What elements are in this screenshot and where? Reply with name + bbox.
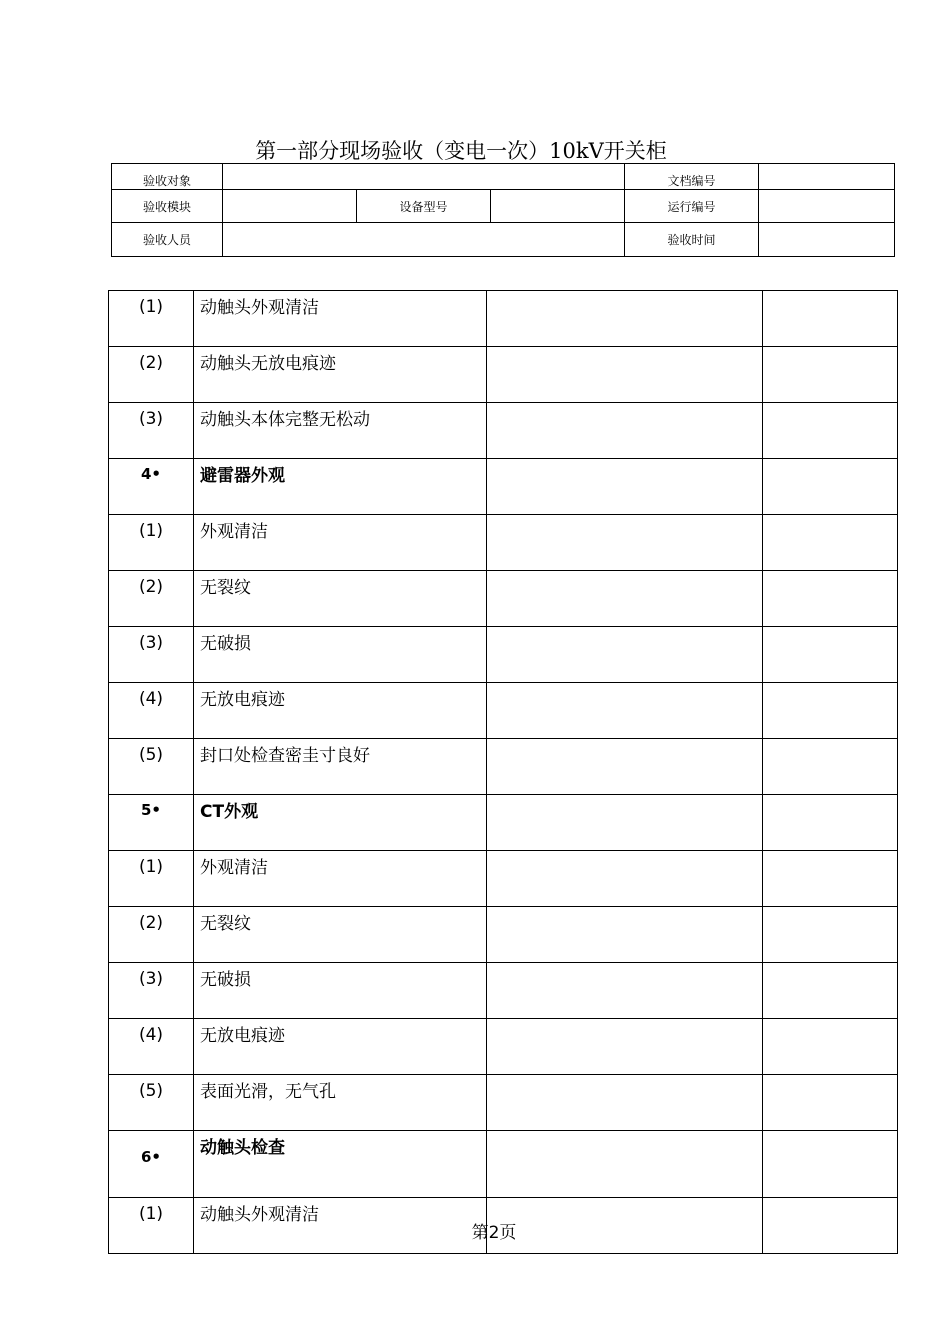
- page-number: 第2页: [471, 1223, 517, 1243]
- check-item: 动触头无放电痕迹: [194, 347, 487, 403]
- row-number: (3): [109, 627, 194, 683]
- row-number: (2): [109, 907, 194, 963]
- row-number: (5): [109, 739, 194, 795]
- result-cell[interactable]: [487, 459, 763, 515]
- check-item: 无裂纹: [194, 571, 487, 627]
- remark-cell[interactable]: [763, 963, 898, 1019]
- table-row: [109, 851, 898, 907]
- run-number-label: 运行编号: [625, 190, 759, 223]
- result-cell[interactable]: [487, 347, 763, 403]
- table-row: [109, 347, 898, 403]
- check-item: 无裂纹: [194, 907, 487, 963]
- check-item: 封口处检查密圭寸良好: [194, 739, 487, 795]
- table-row: [109, 627, 898, 683]
- row-number: (1): [109, 1198, 194, 1254]
- remark-cell[interactable]: [763, 683, 898, 739]
- result-cell[interactable]: [487, 627, 763, 683]
- remark-cell[interactable]: [763, 627, 898, 683]
- result-cell[interactable]: [487, 571, 763, 627]
- row-number: (2): [109, 347, 194, 403]
- remark-cell[interactable]: [763, 571, 898, 627]
- row-number: 5•: [109, 795, 194, 851]
- table-row: [109, 1019, 898, 1075]
- acceptance-person-label: 验收人员: [112, 223, 223, 257]
- row-number: (1): [109, 291, 194, 347]
- row-number: 6•: [109, 1131, 194, 1198]
- remark-cell[interactable]: [763, 739, 898, 795]
- section-row: [109, 1131, 898, 1198]
- remark-cell[interactable]: [763, 907, 898, 963]
- acceptance-time-field[interactable]: [759, 223, 895, 257]
- result-cell[interactable]: [487, 907, 763, 963]
- table-row: [109, 963, 898, 1019]
- acceptance-object-field[interactable]: [223, 164, 625, 190]
- device-model-field[interactable]: [491, 190, 625, 223]
- row-number: (1): [109, 515, 194, 571]
- remark-cell[interactable]: [763, 1075, 898, 1131]
- table-row: [109, 1075, 898, 1131]
- acceptance-person-field[interactable]: [223, 223, 625, 257]
- acceptance-object-label: 验收对象: [112, 164, 223, 190]
- result-cell[interactable]: [487, 683, 763, 739]
- page-title: 第一部分现场验收（变电一次）10kV开关柜: [255, 139, 667, 163]
- table-row: [109, 291, 898, 347]
- check-item: 动触头本体完整无松动: [194, 403, 487, 459]
- remark-cell[interactable]: [763, 795, 898, 851]
- row-number: 4•: [109, 459, 194, 515]
- table-row: [109, 515, 898, 571]
- remark-cell[interactable]: [763, 1131, 898, 1198]
- result-cell[interactable]: [487, 1131, 763, 1198]
- acceptance-module-label: 验收模块: [112, 190, 223, 223]
- row-number: (1): [109, 851, 194, 907]
- row-number: (4): [109, 1019, 194, 1075]
- section-row: [109, 459, 898, 515]
- device-model-label: 设备型号: [357, 190, 491, 223]
- check-item: 表面光滑，无气孔: [194, 1075, 487, 1131]
- doc-number-label: 文档编号: [625, 164, 759, 190]
- row-number: (2): [109, 571, 194, 627]
- doc-number-field[interactable]: [759, 164, 895, 190]
- row-number: (4): [109, 683, 194, 739]
- remark-cell[interactable]: [763, 851, 898, 907]
- inspection-table: [108, 290, 898, 1254]
- row-number: (3): [109, 403, 194, 459]
- check-item: 无破损: [194, 963, 487, 1019]
- table-row: [109, 907, 898, 963]
- run-number-field[interactable]: [759, 190, 895, 223]
- check-item: 无放电痕迹: [194, 683, 487, 739]
- section-title: 避雷器外观: [194, 459, 487, 515]
- check-item: 无放电痕迹: [194, 1019, 487, 1075]
- result-cell[interactable]: [487, 963, 763, 1019]
- check-item: 无破损: [194, 627, 487, 683]
- row-number: (5): [109, 1075, 194, 1131]
- check-item: 动触头外观清洁: [194, 1198, 487, 1254]
- result-cell[interactable]: [487, 1075, 763, 1131]
- section-title: 动触头检查: [194, 1131, 487, 1198]
- result-cell[interactable]: [487, 403, 763, 459]
- section-title: CT外观: [194, 795, 487, 851]
- table-row: [109, 403, 898, 459]
- check-item: 外观清洁: [194, 851, 487, 907]
- remark-cell[interactable]: [763, 515, 898, 571]
- acceptance-module-field[interactable]: [223, 190, 357, 223]
- header-info-table: [111, 163, 895, 257]
- inspection-rows: [109, 291, 898, 1254]
- acceptance-time-label: 验收时间: [625, 223, 759, 257]
- remark-cell[interactable]: [763, 291, 898, 347]
- remark-cell[interactable]: [763, 347, 898, 403]
- result-cell[interactable]: [487, 515, 763, 571]
- remark-cell[interactable]: [763, 459, 898, 515]
- result-cell[interactable]: [487, 795, 763, 851]
- remark-cell[interactable]: [763, 403, 898, 459]
- table-row: [109, 683, 898, 739]
- result-cell[interactable]: [487, 851, 763, 907]
- check-item: 外观清洁: [194, 515, 487, 571]
- result-cell[interactable]: [487, 291, 763, 347]
- remark-cell[interactable]: [763, 1019, 898, 1075]
- row-number: (3): [109, 963, 194, 1019]
- table-row: [109, 571, 898, 627]
- result-cell[interactable]: [487, 1019, 763, 1075]
- result-cell[interactable]: [487, 739, 763, 795]
- check-item: 动触头外观清洁: [194, 291, 487, 347]
- section-row: [109, 795, 898, 851]
- table-row: [109, 739, 898, 795]
